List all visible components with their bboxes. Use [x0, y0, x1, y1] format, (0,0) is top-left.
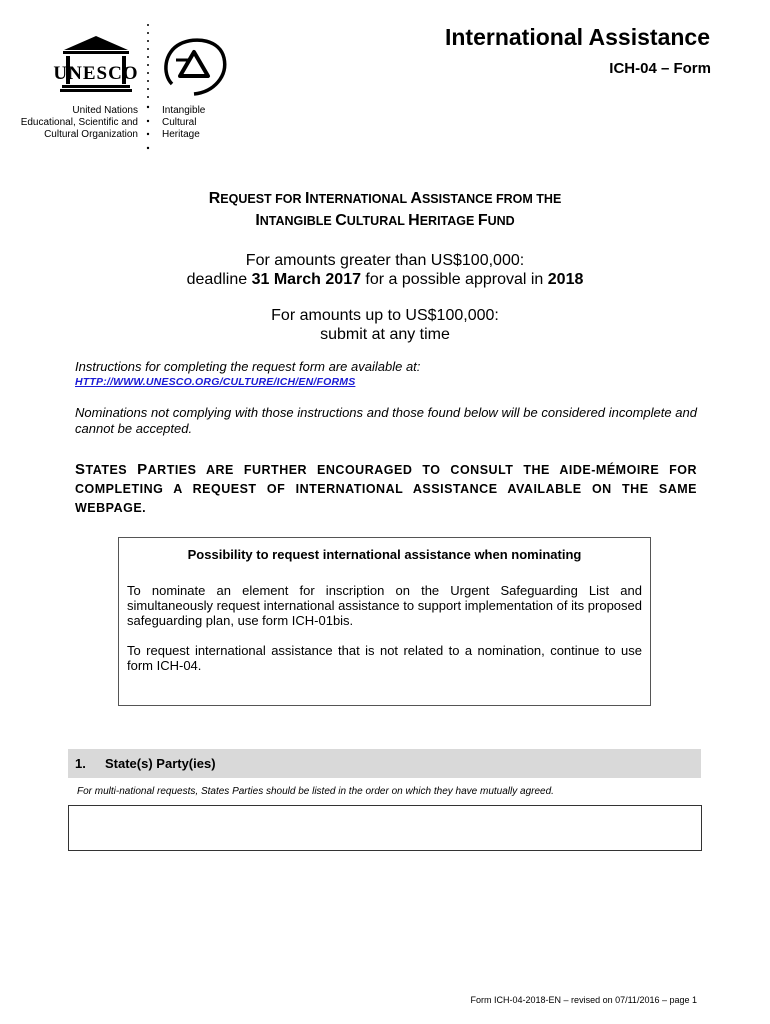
section-1-title: State(s) Party(ies)	[105, 756, 216, 771]
unesco-temple-logo	[53, 34, 139, 92]
aide-memoire-notice: STATES PARTIES ARE FURTHER ENCOURAGED TO CONSULT THE AIDE-MÉMOIRE FOR COMPLETING A REQUEST OF INTERNATIONAL ASSISTANCE AVAILABLE ON THE SAME WEBPAGE.	[75, 461, 698, 515]
unesco-wordmark: UNESCO	[53, 63, 139, 84]
amount-greater-block	[60, 251, 710, 289]
ich-caption: Intangible Cultural Heritage	[162, 105, 206, 140]
section-1-header	[68, 749, 701, 778]
instructions-text: Instructions for completing the request form are available at:	[75, 359, 421, 374]
request-title: REQUEST FOR INTERNATIONAL ASSISTANCE FROM THE INTANGIBLE CULTURAL HERITAGE FUND	[208, 190, 562, 229]
nomination-info-box	[118, 537, 651, 706]
nomination-box-para-2: To request international assistance that is not related to a nomination, continue to use form ICH-04.	[127, 643, 642, 673]
document-title: International Assistance	[444, 24, 710, 50]
section-1-number: 1.	[75, 756, 86, 771]
states-parties-field[interactable]	[68, 805, 702, 851]
forms-link[interactable]: HTTP://WWW.UNESCO.ORG/CULTURE/ICH/EN/FORMS	[75, 376, 356, 388]
nomination-box-para-1: To nominate an element for inscription on the Urgent Safeguarding List and simultaneously request international assistance to support implementation of its proposed safeguarding plan, use form ICH-01bis.	[127, 583, 642, 628]
nomination-box-title: Possibility to request international assistance when nominating	[187, 547, 582, 562]
deadline-date: 31 March 2017	[251, 271, 361, 288]
amount-upto-label: For amounts up to US$100,000:	[271, 307, 499, 324]
noncomply-notice: Nominations not complying with those instructions and those found below will be considered incomplete and cannot be accepted.	[75, 405, 697, 436]
page-footer: Form ICH-04-2018-EN – revised on 07/11/2016 – page 1	[470, 995, 697, 1005]
amount-upto-block	[60, 306, 710, 344]
section-1-note: For multi-national requests, States Parties should be listed in the order on which they have mutually agreed.	[77, 786, 554, 797]
logo-divider-dots	[146, 22, 150, 152]
ich-logo	[160, 36, 230, 98]
deadline-line: deadline 31 March 2017 for a possible approval in 2018	[186, 271, 584, 288]
amount-greater-label: For amounts greater than US$100,000:	[245, 252, 525, 269]
approval-year: 2018	[547, 271, 584, 288]
form-code: ICH-04 – Form	[609, 60, 711, 77]
unesco-caption: United Nations Educational, Scientific and Cultural Organization	[20, 105, 138, 140]
upto-note: submit at any time	[320, 326, 450, 343]
